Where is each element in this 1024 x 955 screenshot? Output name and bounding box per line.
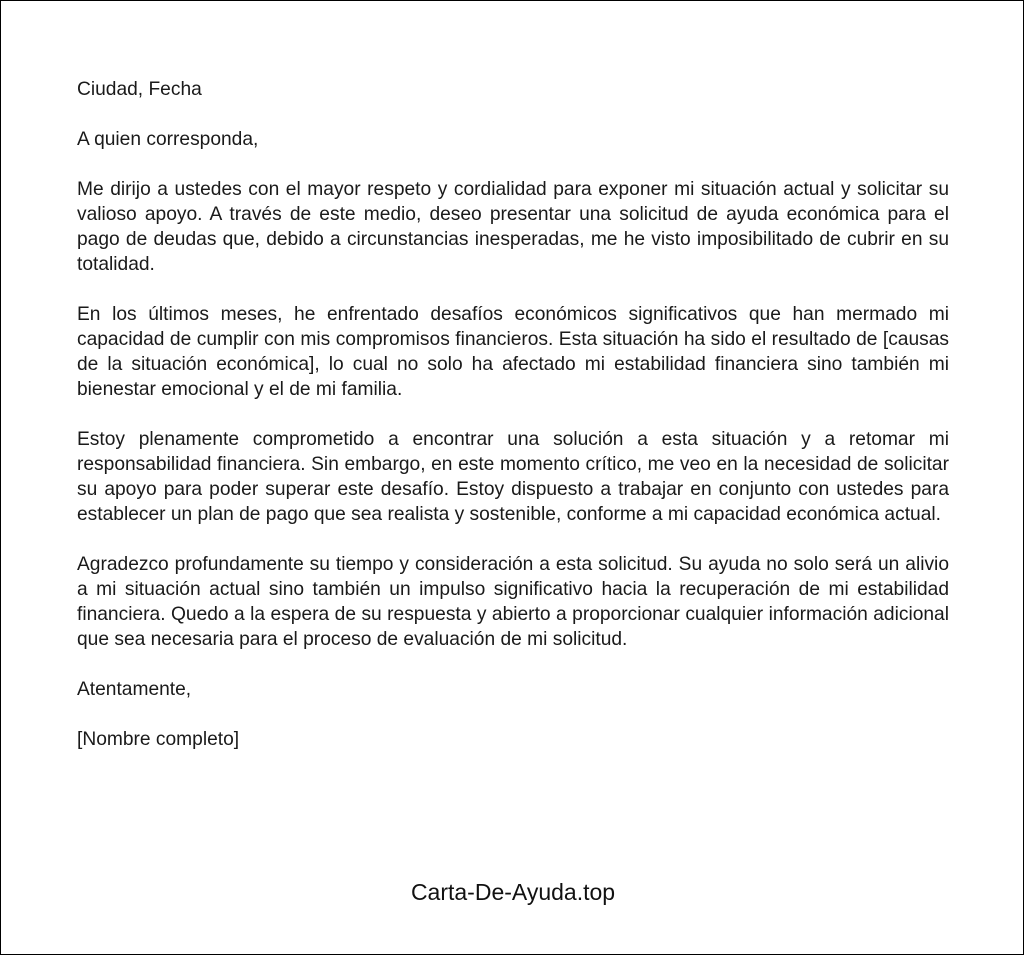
paragraph-commitment: Estoy plenamente comprometido a encontrar una solución a esta situación y a retomar mi responsabilidad financiera. Sin embargo, en este momento crítico, me veo en la necesidad de solicitar su apoyo para poder superar este desafío. Estoy dispuesto a trabajar en conjunto con ustedes para establecer un plan de pago que sea realista y sostenible, conforme a mi capacidad económica actual. xyxy=(77,429,949,525)
greeting: A quien corresponda, xyxy=(77,129,259,150)
place-date: Ciudad, Fecha xyxy=(77,79,202,100)
paragraph-request: Me dirijo a ustedes con el mayor respeto y cordialidad para exponer mi situación actual y solicitar su valioso apoyo. A través de este medio, deseo presentar una solicitud de ayuda económica para el pago de deudas que, debido a circunstancias inesperadas, me he visto imposibilitado de cubrir en su totalidad. xyxy=(77,179,949,275)
paragraph-situation: En los últimos meses, he enfrentado desafíos económicos significativos que han mermado mi capacidad de cumplir con mis compromisos financieros. Esta situación ha sido el resultado de [causas de la situación económica], lo cual no solo ha afectado mi estabilidad financiera sino también mi bienestar emocional y el de mi familia. xyxy=(77,304,949,400)
letter-body xyxy=(77,77,949,777)
closing: Atentamente, xyxy=(77,679,192,700)
paragraph-gratitude: Agradezco profundamente su tiempo y consideración a esta solicitud. Su ayuda no solo será un alivio a mi situación actual sino también un impulso significativo hacia la recuperación de mi estabilidad financiera. Quedo a la espera de su respuesta y abierto a proporcionar cualquier información adicional que sea necesaria para el proceso de evaluación de mi solicitud. xyxy=(77,554,949,650)
signature: [Nombre completo] xyxy=(77,729,240,750)
site-watermark: Carta-De-Ayuda.top xyxy=(410,879,616,905)
